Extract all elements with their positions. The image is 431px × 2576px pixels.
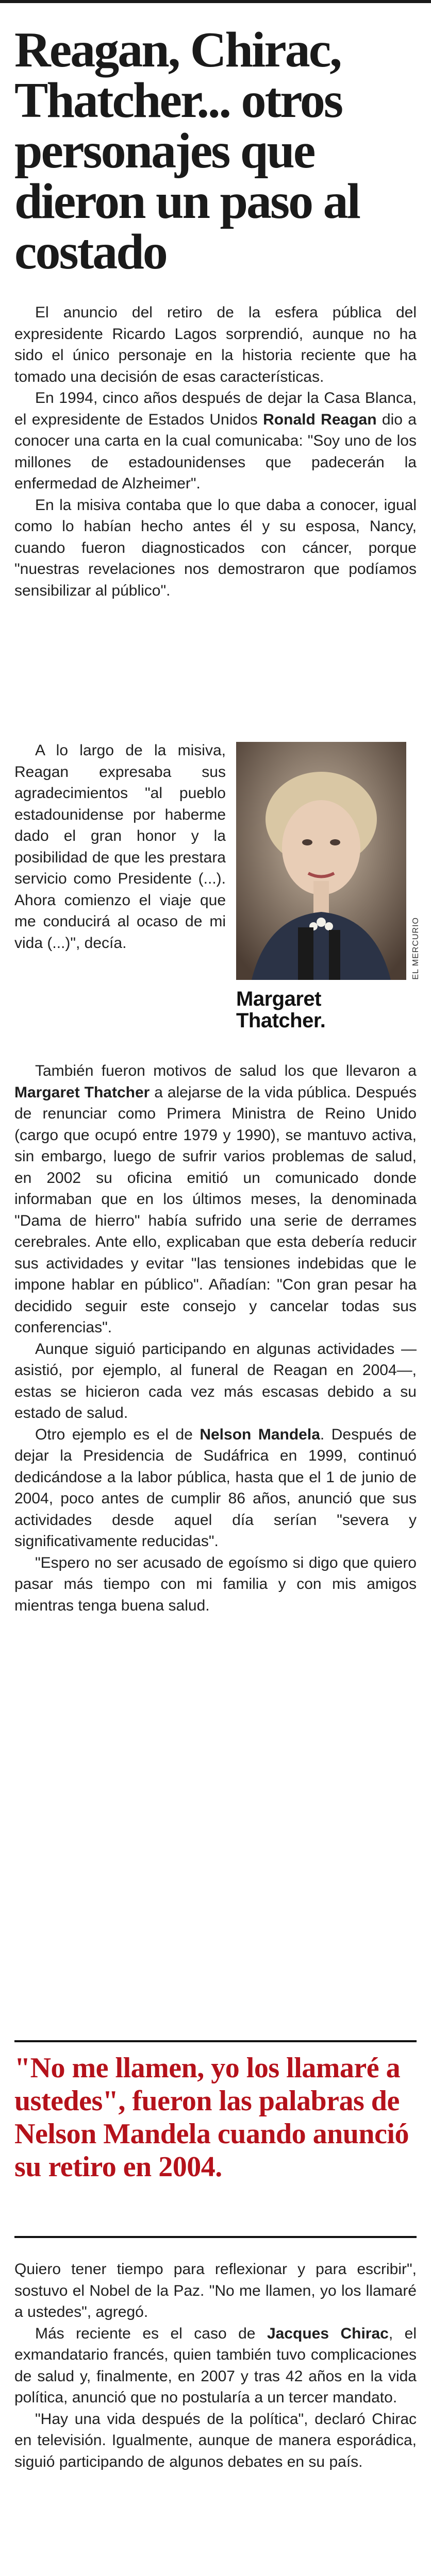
- article-body-3: [14, 2259, 417, 2472]
- name-mandela: Nelson Mandela: [200, 1426, 320, 1443]
- paragraph-11: "Hay una vida después de la política", declaró Chirac en televisión. Igualmente, aunque de manera esporádica, siguió participando de algunos debates en su país.: [14, 2410, 417, 2470]
- article-body-narrow-1: [14, 740, 226, 954]
- name-thatcher: Margaret Thatcher: [14, 1083, 150, 1101]
- pullquote: "No me llamen, yo los llamaré a ustedes", fueron las palabras de Nelson Mandela cuando anunció su retiro en 2004.: [14, 2052, 409, 2183]
- paragraph-5: También fueron motivos de salud los que llevaron a Margaret Thatcher a alejarse de la vida pública. Después de renunciar como Primera Ministra de Reino Unido (cargo que ocupó entre 1979 y 1990), se mantuvo activa, sin embargo, luego de sufrir varios problemas de salud, en 2002 su oficina emitió un comunicado donde informaban que en los últimos meses, la denominada "Dama de hierro" había sufrido una serie de derrames cerebrales. Ante ello, explicaban que esta debería reducir sus actividades y evitar "las tensiones indebidas que le impone hablar en público". Añadían: "Con gran pesar ha decidido seguir este consejo y cancelar todas sus conferencias".: [14, 1062, 417, 1336]
- thatcher-photo-credit: EL MERCURIO: [411, 917, 420, 980]
- top-rule: [0, 0, 431, 3]
- paragraph-2: En 1994, cinco años después de dejar la Casa Blanca, el expresidente de Estados Unidos Ronald Reagan dio a conocer una carta en la cual comunicaba: "Soy uno de los millones de estadounidenses que padecerán la enfermedad de Alzheimer".: [14, 389, 417, 492]
- paragraph-10: Más reciente es el caso de Jacques Chirac, el exmandatario francés, quien también tuvo complicaciones de salud y, finalmente, en 2007 y tras 42 años en la vida política, anunció que no postularía a un tercer mandato.: [14, 2325, 417, 2406]
- pullquote-rule-bottom: [14, 2236, 417, 2238]
- name-chirac: Jacques Chirac: [267, 2325, 389, 2342]
- article-headline: Reagan, Chirac, Thatcher... otros personajes que dieron un paso al costado: [14, 22, 359, 280]
- paragraph-6: Aunque siguió participando en algunas actividades —asistió, por ejemplo, al funeral de Reagan en 2004—, estas se hicieron cada vez más escasas debido a su estado de salud.: [14, 1340, 417, 1421]
- pullquote-rule-top: [14, 2040, 417, 2042]
- paragraph-8: "Espero no ser acusado de egoísmo si digo que quiero pasar más tiempo con mi familia y con mis amigos mientras tenga buena salud.: [14, 1554, 417, 1614]
- thatcher-photo: [236, 742, 406, 980]
- article-body-intro: [14, 302, 417, 601]
- paragraph-3: En la misiva contaba que lo que daba a conocer, igual como lo habían hecho antes él y su esposa, Nancy, cuando fueron diagnosticados con cáncer, porque "nuestras revelaciones nos demostraron que podíamos sensibilizar al público".: [14, 496, 417, 599]
- name-reagan: Ronald Reagan: [263, 411, 377, 428]
- pullquote-block: [14, 2040, 417, 2236]
- headline-block: [0, 0, 431, 289]
- paragraph-4: A lo largo de la misiva, Reagan expresaba sus agradecimientos "al pueblo estadounidense por haberme dado el gran honor y la posibilidad de que les prestara servicio como Presidente (...). Ahora comienzo el viaje que me conducirá al ocaso de mi vida (...)", decía.: [14, 742, 226, 952]
- paragraph-7: Otro ejemplo es el de Nelson Mandela. Después de dejar la Presidencia de Sudáfrica en 1999, continuó dedicándose a la labor pública, hasta que el 1 de junio de 2004, poco antes de cumplir 86 años, anunció que sus actividades desde aquel día serían "severa y significativamente reducidas".: [14, 1426, 417, 1550]
- thatcher-portrait-icon: [236, 742, 406, 980]
- paragraph-1: El anuncio del retiro de la esfera pública del expresidente Ricardo Lagos sorprendió, aunque no ha sido el único personaje en la historia reciente que ha tomado una decisión de esas características.: [14, 304, 417, 385]
- thatcher-caption: Margaret Thatcher.: [236, 988, 326, 1032]
- paragraph-9: Quiero tener tiempo para reflexionar y para escribir", sostuvo el Nobel de la Paz. "No me llamen, yo los llamaré a ustedes", agregó.: [14, 2261, 417, 2320]
- article-body-2: [14, 1060, 417, 1616]
